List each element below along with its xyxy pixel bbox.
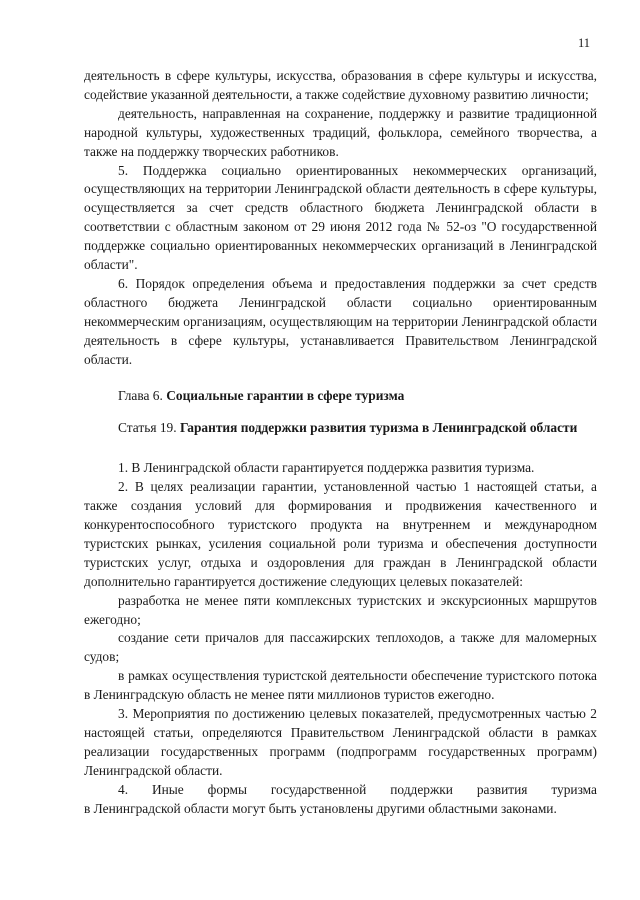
paragraph: 6. Порядок определения объема и предоставления поддержки за счет средств областного бюджета Ленинградской области социально ориентированным некоммерческим организациям, осуществляющим на территории Ленинградской области деятельность в сфере культуры, устанавливается Правительством Ленинградской области. [84, 275, 597, 367]
paragraph: деятельность, направленная на сохранение, поддержку и развитие традиционной народной культуры, художественных традиций, фольклора, семейного творчества, а также на поддержку творческих работников. [84, 105, 597, 159]
paragraph: 5. Поддержка социально ориентированных некоммерческих организаций, осуществляющих на территории Ленинградской области деятельность в сфере культуры, осуществляется за счет средств областного бюджета Ленинградской области в соответствии с областным законом от 29 июня 2012 года № 52-оз "О государственной поддержке социально ориентированных некоммерческих организаций в Ленинградской области". [84, 162, 597, 273]
chapter-heading [84, 387, 597, 406]
article-prefix: Статья 19. [118, 420, 177, 436]
paragraph: создание сети причалов для пассажирских теплоходов, а также для маломерных судов; [84, 630, 597, 665]
paragraph: в Ленинградской области могут быть установлены другими областными законами. [84, 800, 557, 816]
paragraph: 2. В целях реализации гарантии, установленной частью 1 настоящей статьи, а также создания условий для формирования и продвижения качественного и конкурентоспособного туристского продукта на внутреннем и международном туристских рынках, усиления социальной роли туризма и обеспечения доступности туристских услуг, отдыха и оздоровления для граждан в Ленинградской области дополнительно гарантируется достижение следующих целевых показателей: [84, 479, 597, 589]
paragraph: деятельность в сфере культуры, искусства, образования в сфере культуры и искусства, содействие указанной деятельности, а также содействие духовному развитию личности; [84, 68, 597, 102]
paragraph: разработка не менее пяти комплексных туристских и экскурсионных маршрутов ежегодно; [84, 592, 597, 627]
document-body [84, 67, 597, 819]
page-number: 11 [578, 36, 591, 50]
paragraph: 3. Мероприятия по достижению целевых показателей, предусмотренных частью 2 настоящей статьи, определяются Правительством Ленинградской области в рамках реализации государственных программ (подпрограмм государственных программ) Ленинградской области. [84, 706, 597, 778]
paragraph: 1. В Ленинградской области гарантируется поддержка развития туризма. [118, 460, 535, 476]
chapter-prefix: Глава 6. [118, 387, 163, 403]
paragraph: 4. Иные формы государственной поддержки развития туризма [118, 781, 597, 797]
chapter-title: Социальные гарантии в сфере туризма [166, 387, 405, 403]
article-title: Гарантия поддержки развития туризма в Ленинградской области [179, 420, 578, 436]
paragraph: в рамках осуществления туристской деятельности обеспечение туристского потока в Ленинградскую область не менее пяти миллионов туристов ежегодно. [84, 668, 597, 703]
article-heading [84, 419, 597, 438]
